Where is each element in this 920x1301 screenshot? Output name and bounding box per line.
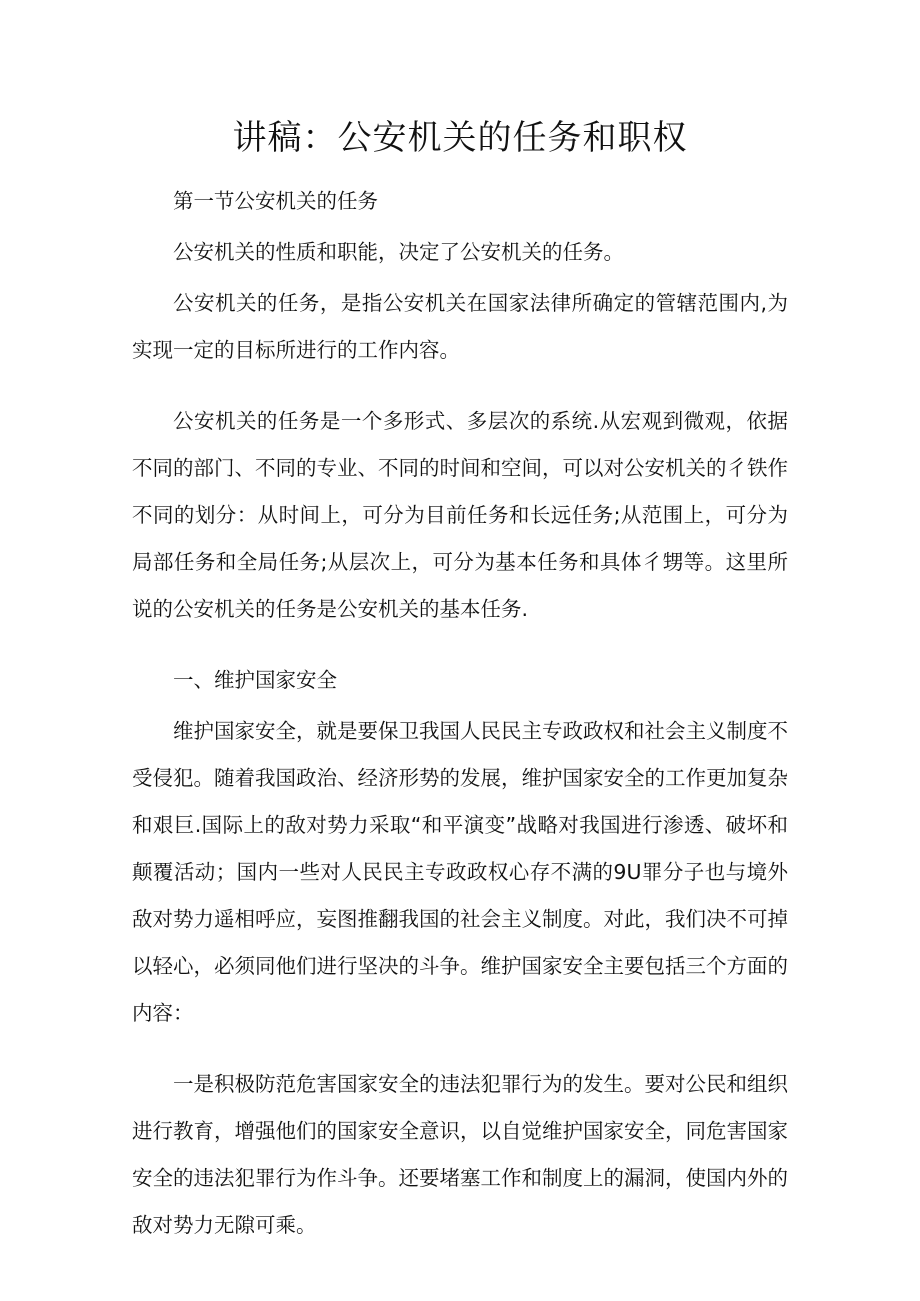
paragraph-national-security: 维护国家安全，就是要保卫我国人民民主专政政权和社会主义制度不受侵犯。随着我国政治、经济形势的发展，维护国家安全的工作更加复杂和艰巨.国际上的敌对势力采取“和平演变”战略对我国进行渗透、破坏和颠覆活动；国内一些对人民民主专政政权心存不满的9U罪分子也与境外敌对势力遥相呼应，妄图推翻我国的社会主义制度。对此，我们决不可掉以轻心，必须同他们进行坚决的斗争。维护国家安全主要包括三个方面的内容： [132,719,788,1025]
paragraph-nature: 公安机关的性质和职能，决定了公安机关的任务。 [173,240,624,264]
paragraph-prevention: 一是积极防范危害国家安全的违法犯罪行为的发生。要对公民和组织进行教育，增强他们的国家安全意识，以自觉维护国家安全，同危害国家安全的违法犯罪行为作斗争。还要堵塞工作和制度上的漏洞，使国内外的敌对势力无隙可乘。 [132,1072,788,1237]
paragraph-definition: 公安机关的任务，是指公安机关在国家法律所确定的管辖范围内,为实现一定的目标所进行的工作内容。 [132,291,788,362]
document-title: 讲稿：公安机关的任务和职权 [232,118,688,158]
paragraph-system: 公安机关的任务是一个多形式、多层次的系统.从宏观到微观，依据不同的部门、不同的专业、不同的时间和空间，可以对公安机关的彳铁作不同的划分：从时间上，可分为目前任务和长远任务;从范围上，可分为局部任务和全局任务;从层次上，可分为基本任务和具体彳甥等。这里所说的公安机关的任务是公安机关的基本任务. [132,409,788,621]
subsection-heading-national-security: 一、维护国家安全 [173,668,337,692]
section-heading: 第一节公安机关的任务 [173,189,378,213]
